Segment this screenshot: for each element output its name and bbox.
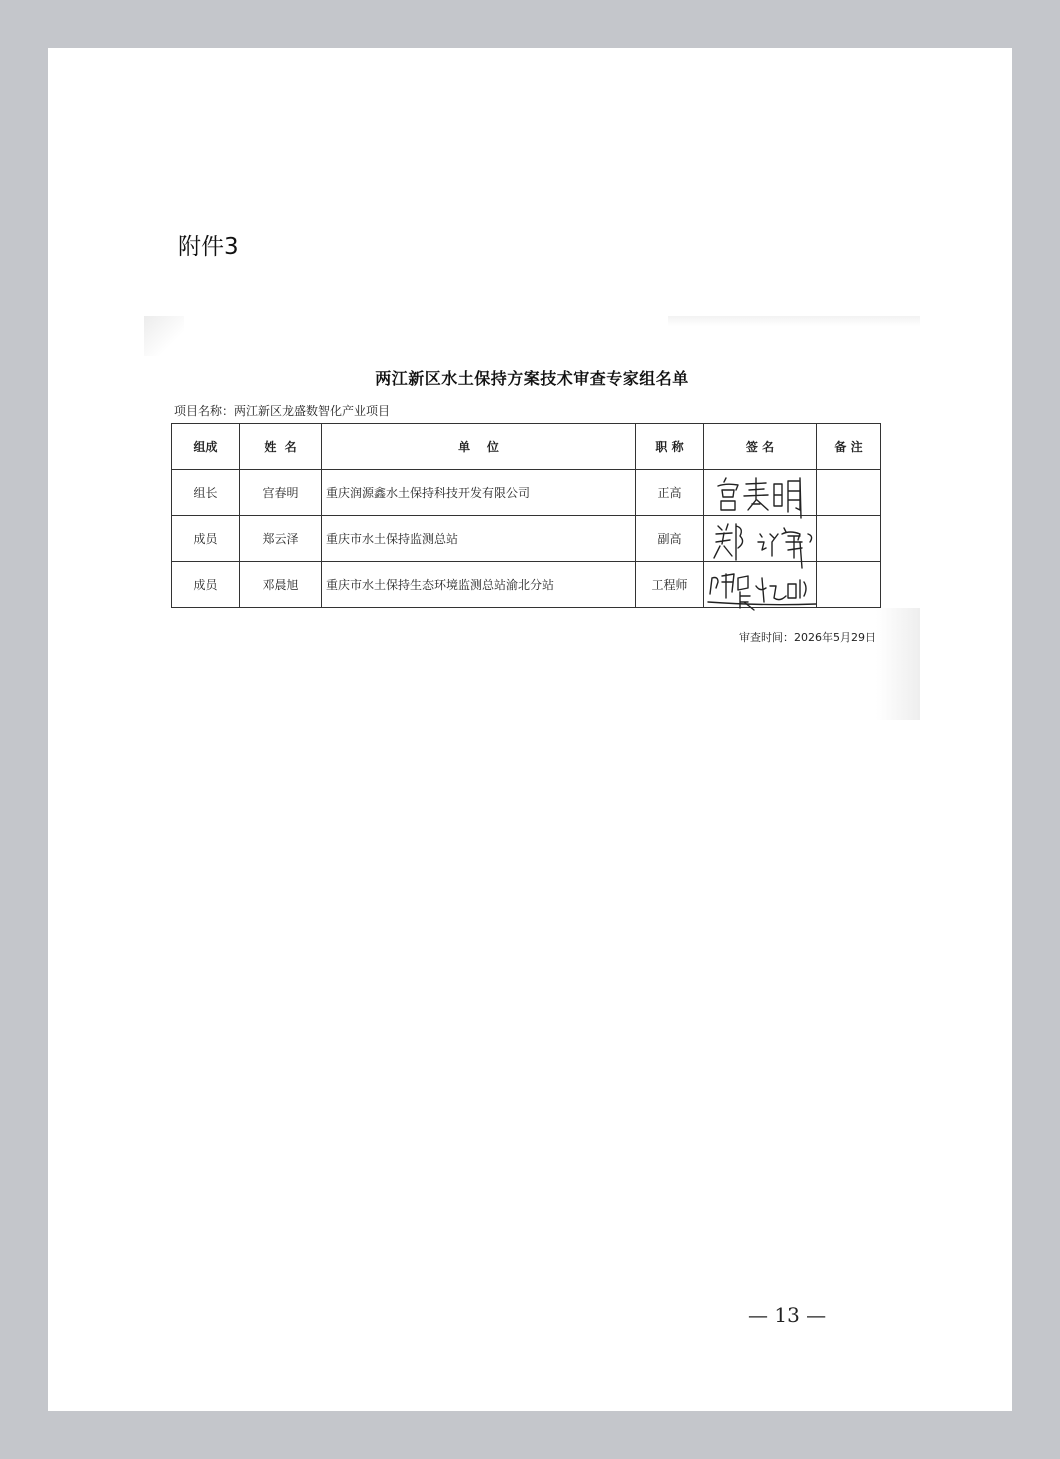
cell-remark xyxy=(817,516,881,562)
header-title: 职 称 xyxy=(636,424,704,470)
cell-signature xyxy=(704,516,817,562)
scan-shadow xyxy=(144,316,184,356)
header-unit: 单 位 xyxy=(322,424,636,470)
table-row xyxy=(172,470,881,516)
cell-remark xyxy=(817,562,881,608)
review-time xyxy=(739,629,876,645)
cell-title: 工程师 xyxy=(636,562,704,608)
cell-title: 正高 xyxy=(636,470,704,516)
header-name: 姓 名 xyxy=(240,424,322,470)
cell-role: 成员 xyxy=(172,516,240,562)
cell-title: 副高 xyxy=(636,516,704,562)
handwritten-signature xyxy=(704,558,822,614)
page-number: — 13 — xyxy=(748,1303,827,1327)
cell-name: 宫春明 xyxy=(240,470,322,516)
header-remark: 备 注 xyxy=(817,424,881,470)
project-name: 两江新区龙盛数智化产业项目 xyxy=(234,404,391,418)
cell-unit: 重庆市水土保持监测总站 xyxy=(322,516,636,562)
cell-signature xyxy=(704,562,817,608)
header-role: 组成 xyxy=(172,424,240,470)
review-date: 2026年5月29日 xyxy=(794,631,876,644)
table-header-row xyxy=(172,424,881,470)
header-signature: 签 名 xyxy=(704,424,817,470)
cell-role: 组长 xyxy=(172,470,240,516)
cell-name: 郑云泽 xyxy=(240,516,322,562)
table-row xyxy=(172,516,881,562)
project-line xyxy=(174,402,390,419)
document-title: 两江新区水土保持方案技术审查专家组名单 xyxy=(375,369,689,388)
cell-unit: 重庆市水土保持生态环境监测总站渝北分站 xyxy=(322,562,636,608)
project-label: 项目名称： xyxy=(174,404,235,418)
cell-unit: 重庆润源鑫水土保持科技开发有限公司 xyxy=(322,470,636,516)
cell-name: 邓晨旭 xyxy=(240,562,322,608)
scan-shadow xyxy=(668,316,920,326)
cell-role: 成员 xyxy=(172,562,240,608)
document-page xyxy=(48,48,1012,1411)
cell-signature xyxy=(704,470,817,516)
cell-remark xyxy=(817,470,881,516)
review-time-label: 审查时间： xyxy=(739,631,794,644)
expert-table xyxy=(171,423,881,608)
scan-shadow xyxy=(876,608,920,720)
table-row xyxy=(172,562,881,608)
attachment-label: 附件3 xyxy=(178,234,239,260)
